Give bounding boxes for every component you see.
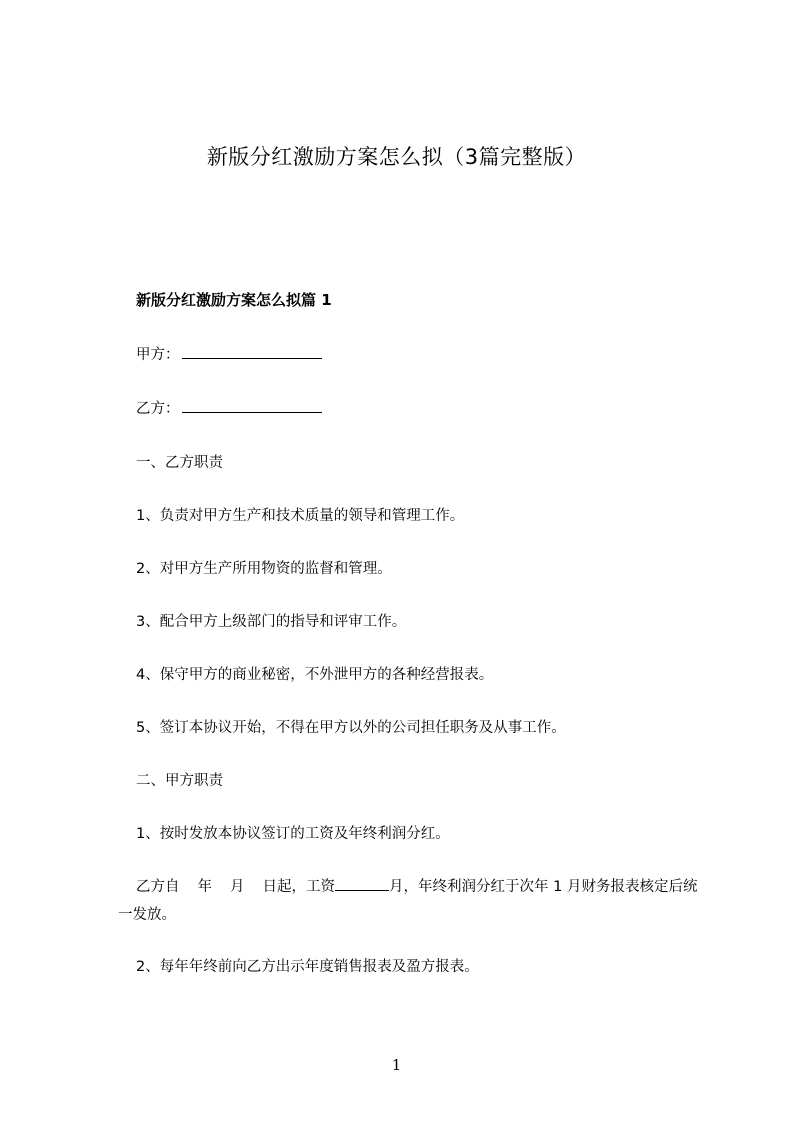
- document-title: 新版分红激励方案怎么拟（3篇完整版）: [206, 145, 587, 169]
- part1-item: 5、签订本协议开始，不得在甲方以外的公司担任职务及从事工作。: [136, 720, 566, 736]
- salary-clause-end: 月，年终利润分红于次年 1 月财务报表核定后统一发放。: [118, 879, 698, 923]
- part2-item: 2、每年年终前向乙方出示年度销售报表及盈方报表。: [136, 959, 479, 975]
- part2-item: 1、按时发放本协议签订的工资及年终利润分红。: [136, 826, 450, 842]
- section-heading: 新版分红激励方案怎么拟篇 1: [136, 291, 332, 309]
- page-number: 1: [391, 1056, 402, 1074]
- party-b-label: 乙方：: [136, 401, 180, 417]
- part2-heading: 二、甲方职责: [136, 773, 223, 789]
- part1-item: 1、负责对甲方生产和技术质量的领导和管理工作。: [136, 508, 465, 524]
- salary-clause-year: 年: [197, 879, 212, 895]
- party-a-line: [136, 344, 322, 366]
- salary-clause-day: 日起，工资: [262, 879, 335, 895]
- party-a-label: 甲方：: [136, 347, 180, 363]
- part1-item: 4、保守甲方的商业秘密，不外泄甲方的各种经营报表。: [136, 667, 494, 683]
- salary-clause-start: 乙方自: [136, 879, 180, 895]
- part1-item: 3、配合甲方上级部门的指导和评审工作。: [136, 614, 407, 630]
- part1-heading: 一、乙方职责: [136, 455, 223, 471]
- part1-item: 2、对甲方生产所用物资的监督和管理。: [136, 561, 392, 577]
- salary-blank: [335, 876, 389, 891]
- party-b-line: [136, 398, 322, 420]
- salary-clause: [118, 873, 703, 929]
- party-b-blank: [182, 398, 322, 413]
- salary-clause-month: 月: [230, 879, 245, 895]
- party-a-blank: [182, 344, 322, 359]
